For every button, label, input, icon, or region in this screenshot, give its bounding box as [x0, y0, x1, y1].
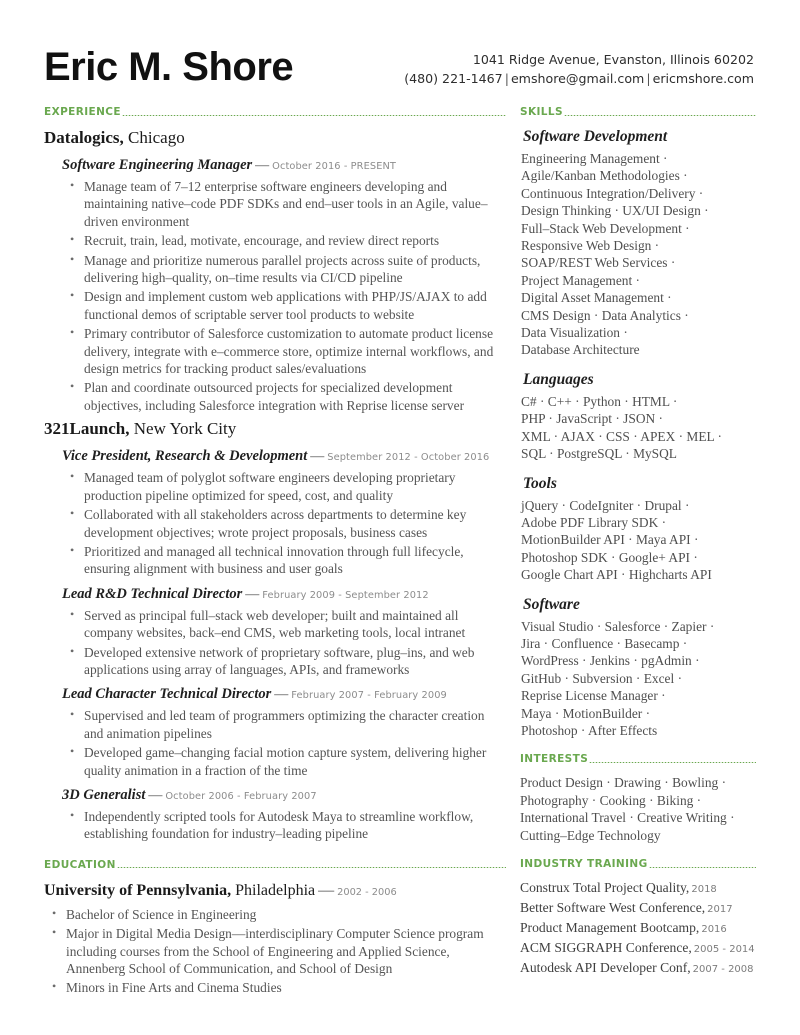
- role-bullet-list: [62, 808, 506, 843]
- skill-line: WordPress · Jenkins · pgAdmin ·: [521, 653, 700, 669]
- bullet-item: • Design and implement custom web applications with PHP/JS/AJAX to add functional demos of scriptable server tool products to website: [84, 288, 506, 323]
- section-header-skills: [520, 106, 756, 118]
- training-name: Product Management Bootcamp,: [520, 920, 700, 935]
- resume-body: [0, 90, 800, 999]
- skill-line: Engineering Management ·: [521, 151, 668, 166]
- section-label-interests: INTERESTS: [520, 753, 589, 766]
- skill-line: XML · AJAX · CSS · APEX · MEL ·: [521, 428, 722, 444]
- role-dates: October 2016 - PRESENT: [272, 161, 396, 172]
- role-dates: October 2006 - February 2007: [165, 790, 317, 802]
- skill-line: Full–Stack Web Development ·: [521, 220, 690, 236]
- dotted-leader-icon: [117, 867, 506, 868]
- interest-line: Photography · Cooking · Biking ·: [520, 792, 702, 808]
- interest-line: Cutting–Edge Technology: [520, 827, 661, 843]
- skill-group-title: Software Development: [523, 128, 668, 145]
- skill-line: C# · C++ · Python · HTML ·: [521, 393, 678, 409]
- bullet-item: • Independently scripted tools for Autodesk Maya to streamline workflow, establishing foundation for industry–leading pipeline: [84, 808, 506, 843]
- section-label-skills: SKILLS: [520, 106, 563, 118]
- section-header-interests: [520, 753, 756, 765]
- dotted-leader-icon: [589, 762, 756, 763]
- bullet-item: • Prioritized and managed all technical innovation through full lifecycle, ensuring alignment with business and user goals: [84, 543, 506, 578]
- role-title: Software Engineering Manager: [62, 157, 253, 173]
- role-heading: [62, 685, 506, 705]
- section-label-training: INDUSTRY TRAINING: [520, 858, 648, 870]
- left-column: [44, 106, 506, 999]
- contact-email[interactable]: emshore@gmail.com: [510, 71, 645, 86]
- skill-group: [520, 370, 756, 463]
- bullet-item: • Plan and coordinate outsourced projects for specialized development objectives, including Salesforce integration with Reprise license server: [84, 379, 506, 414]
- role-bullet-list: [62, 178, 506, 414]
- role-entry: [62, 156, 506, 414]
- training-row: [520, 959, 756, 979]
- interests-section: [520, 753, 756, 844]
- skill-line: PHP · JavaScript · JSON ·: [521, 411, 663, 427]
- experience-list: [44, 127, 506, 843]
- skill-line: Design Thinking · UX/UI Design ·: [521, 203, 709, 219]
- role-bullet-list: [62, 707, 506, 779]
- page-title: Eric M. Shore: [44, 45, 294, 89]
- section-header-training: [520, 858, 756, 870]
- skill-line: SQL · PostgreSQL · MySQL: [521, 446, 677, 462]
- company-location: Chicago: [128, 128, 185, 147]
- role-entry: [62, 685, 506, 779]
- skill-line: Jira · Confluence · Basecamp ·: [521, 635, 688, 651]
- skill-line: Agile/Kanban Methodologies ·: [521, 168, 688, 184]
- training-name: ACM SIGGRAPH Conference,: [520, 940, 692, 955]
- training-row: [520, 939, 756, 959]
- skill-line: CMS Design · Data Analytics ·: [521, 307, 689, 323]
- bullet-item: • Bachelor of Science in Engineering: [66, 906, 506, 923]
- dotted-leader-icon: [122, 115, 506, 116]
- skill-line: Reprise License Manager ·: [521, 688, 666, 704]
- skill-line-list: [521, 150, 756, 359]
- training-year: 2016: [701, 924, 727, 935]
- contact-info: [404, 42, 756, 88]
- role-entry: [62, 786, 506, 843]
- training-year: 2007 - 2008: [692, 964, 754, 975]
- interests-lines: [520, 774, 756, 844]
- contact-website[interactable]: ericmshore.com: [652, 71, 754, 86]
- skill-line: SOAP/REST Web Services ·: [521, 255, 676, 271]
- contact-separator-2: |: [646, 71, 651, 86]
- skill-group: [520, 127, 756, 359]
- section-header-education: [44, 859, 506, 871]
- skill-line-list: [521, 393, 756, 463]
- training-list: [520, 879, 756, 979]
- skill-group-title: Software: [523, 595, 580, 613]
- education-heading: [44, 880, 506, 904]
- dotted-leader-icon: [649, 867, 756, 868]
- training-row: [520, 899, 756, 919]
- role-dash-icon: —: [148, 787, 163, 803]
- skill-group-title: Tools: [523, 474, 557, 492]
- skill-line: Google Chart API · Highcharts API: [521, 567, 712, 583]
- role-bullet-list: [62, 469, 506, 577]
- training-name: Construx Total Project Quality,: [520, 880, 690, 895]
- training-row: [520, 879, 756, 899]
- role-title: 3D Generalist: [62, 786, 146, 803]
- job-entry: [44, 127, 506, 414]
- bullet-item: • Managed team of polyglot software engineers developing proprietary production pipeline optimized for speed, cost, and quality: [84, 469, 506, 504]
- skill-line: Maya · MotionBuilder ·: [521, 705, 651, 721]
- bullet-item: • Manage team of 7–12 enterprise software engineers developing and maintaining native–code PDF SDKs and end–user tools in an Agile, value–driven environment: [84, 178, 506, 230]
- training-name: Better Software West Conference,: [520, 900, 706, 915]
- skill-line: Database Architecture: [521, 342, 640, 358]
- training-section: [520, 858, 756, 979]
- skill-line: Responsive Web Design ·: [521, 238, 660, 254]
- role-title: Lead R&D Technical Director: [62, 585, 243, 602]
- skill-line: Digital Asset Management ·: [521, 290, 672, 306]
- bullet-item: • Primary contributor of Salesforce customization to automate product license delivery, integrate with e–commerce store, optimize internal workflows, and design metrics for tracking product sales/evaluations: [84, 325, 506, 377]
- training-name: Autodesk API Developer Conf,: [520, 960, 691, 975]
- role-heading: [62, 156, 506, 176]
- role-heading: [62, 786, 506, 806]
- role-dates: September 2012 - October 2016: [327, 452, 490, 464]
- role-dates: February 2007 - February 2009: [291, 690, 447, 702]
- skill-line-list: [521, 618, 756, 740]
- skills-list: [520, 127, 756, 739]
- role-entry: [62, 447, 506, 577]
- skill-line-list: [521, 497, 756, 584]
- skill-group: [520, 595, 756, 740]
- role-bullet-list: [62, 607, 506, 679]
- section-header-experience: [44, 106, 506, 118]
- education-dash-icon: —: [318, 881, 335, 899]
- job-entry: [44, 418, 506, 843]
- skill-group-title: Languages: [523, 370, 594, 388]
- contact-separator-1: |: [504, 71, 509, 86]
- role-title: Lead Character Technical Director: [62, 686, 272, 703]
- bullet-item: • Developed game–changing facial motion capture system, delivering higher quality animation in a fraction of the time: [84, 744, 506, 779]
- bullet-item: • Developed extensive network of proprietary software, plug–ins, and web applications using array of languages, APIs, and frameworks: [84, 644, 506, 679]
- company-heading: [44, 127, 506, 149]
- skill-group: [520, 474, 756, 584]
- section-label-experience: EXPERIENCE: [44, 106, 121, 118]
- resume-header: [0, 0, 800, 90]
- bullet-item: • Major in Digital Media Design—interdisciplinary Computer Science program including courses from the School of Engineering and Applied Science, Annenberg School of Communication, and School of Design: [66, 925, 506, 977]
- company-name: Datalogics,: [44, 128, 124, 147]
- contact-line-2: [404, 69, 754, 88]
- school-name: University of Pennsylvania,: [44, 881, 232, 899]
- bullet-item: • Manage and prioritize numerous parallel projects across suite of products, delivering high–quality, on–time results via CI/CD pipeline: [84, 252, 506, 287]
- bullet-item: • Collaborated with all stakeholders across departments to determine key development objectives; wrote project proposals, business cases: [84, 506, 506, 541]
- skill-line: Continuous Integration/Delivery ·: [521, 185, 704, 201]
- contact-phone: (480) 221-1467: [404, 71, 503, 86]
- education-bullet-list: [44, 906, 506, 997]
- interest-line: International Travel · Creative Writing ·: [520, 810, 735, 826]
- dotted-leader-icon: [564, 115, 756, 116]
- role-dates: February 2009 - September 2012: [262, 589, 429, 601]
- role-dash-icon: —: [310, 449, 325, 465]
- skill-line: GitHub · Subversion · Excel ·: [521, 670, 683, 686]
- skill-line: jQuery · CodeIgniter · Drupal ·: [521, 497, 690, 513]
- skill-line: Adobe PDF Library SDK ·: [521, 514, 667, 530]
- company-heading: [44, 418, 506, 440]
- education-list: [44, 880, 506, 997]
- role-heading: [62, 447, 506, 467]
- skill-line: Photoshop SDK · Google+ API ·: [521, 549, 698, 565]
- contact-address: 1041 Ridge Avenue, Evanston, Illinois 60202: [472, 52, 754, 67]
- bullet-item: • Minors in Fine Arts and Cinema Studies: [66, 979, 506, 996]
- bullet-item: • Served as principal full–stack web developer; built and maintained all company websites, back–end CMS, web marketing tools, local intranet: [84, 607, 506, 642]
- company-name: 321Launch,: [44, 419, 130, 439]
- training-row: [520, 919, 756, 939]
- bullet-item: • Recruit, train, lead, motivate, encourage, and review direct reports: [84, 232, 506, 249]
- role-dash-icon: —: [245, 586, 260, 602]
- role-dash-icon: —: [274, 687, 289, 703]
- training-year: 2018: [691, 884, 717, 895]
- school-city: Philadelphia: [235, 881, 316, 899]
- role-heading: [62, 585, 506, 605]
- skill-line: Project Management ·: [521, 272, 640, 288]
- skill-line: Visual Studio · Salesforce · Zapier ·: [521, 618, 715, 634]
- skill-line: MotionBuilder API · Maya API ·: [521, 532, 699, 548]
- education-entry: [44, 880, 506, 997]
- right-column: [520, 106, 756, 979]
- company-location: New York City: [133, 419, 237, 439]
- section-label-education: EDUCATION: [44, 858, 116, 871]
- role-entry: [62, 585, 506, 679]
- skill-line: Photoshop · After Effects: [521, 722, 658, 738]
- skill-line: Data Visualization ·: [521, 325, 628, 341]
- training-year: 2005 - 2014: [693, 944, 755, 955]
- role-title: Vice President, Research & Development: [62, 448, 308, 465]
- education-years: 2002 - 2006: [337, 886, 397, 898]
- bullet-item: • Supervised and led team of programmers optimizing the character creation and animation pipelines: [84, 707, 506, 742]
- interest-line: Product Design · Drawing · Bowling ·: [520, 775, 727, 791]
- training-year: 2017: [707, 904, 733, 915]
- role-dash-icon: —: [255, 158, 270, 173]
